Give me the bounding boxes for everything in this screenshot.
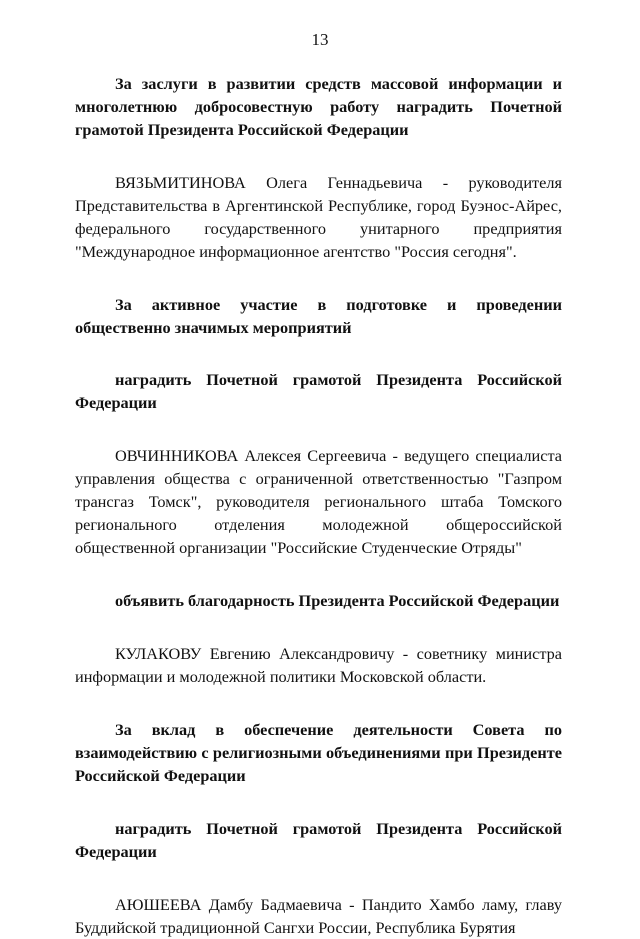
page-number: 13 xyxy=(311,30,329,49)
document-body xyxy=(75,72,562,939)
awardee-vyazmitinov: ВЯЗЬМИТИНОВА Олега Геннадьевича - руководителя Представительства в Аргентинской Республике, город Буэнос-Айрес, федерального государственного унитарного предприятия "Международное информационное агентство "Россия сегодня". xyxy=(75,173,562,261)
award-decision-certificate: наградить Почетной грамотой Президента Российской Федерации xyxy=(75,370,562,412)
award-heading-media-merits: За заслуги в развитии средств массовой информации и многолетнюю добросовестную работу наградить Почетной грамотой Президента Российской Федерации xyxy=(75,74,562,139)
award-decision-certificate-2: наградить Почетной грамотой Президента Российской Федерации xyxy=(75,819,562,861)
award-heading-religious-council: За вклад в обеспечение деятельности Совета по взаимодействию с религиозными объединениями при Президенте Российской Федерации xyxy=(75,720,562,785)
awardee-kulakov: КУЛАКОВУ Евгению Александровичу - советнику министра информации и молодежной политики Московской области. xyxy=(75,644,562,686)
awardee-ayusheev: АЮШЕЕВА Дамбу Бадмаевича - Пандито Хамбо ламу, главу Буддийской традиционной Сангхи России, Республика Бурятия xyxy=(75,895,562,937)
award-decision-gratitude: объявить благодарность Президента Российской Федерации xyxy=(115,591,560,610)
awardee-ovchinnikov: ОВЧИННИКОВА Алексея Сергеевича - ведущего специалиста управления общества с ограниченной ответственностью "Газпром трансгаз Томск", руководителя регионального штаба Томского регионального отделения молодежной общероссийской общественной организации "Российские Студенческие Отряды" xyxy=(75,446,562,557)
award-heading-public-events: За активное участие в подготовке и проведении общественно значимых мероприятий xyxy=(75,295,562,337)
